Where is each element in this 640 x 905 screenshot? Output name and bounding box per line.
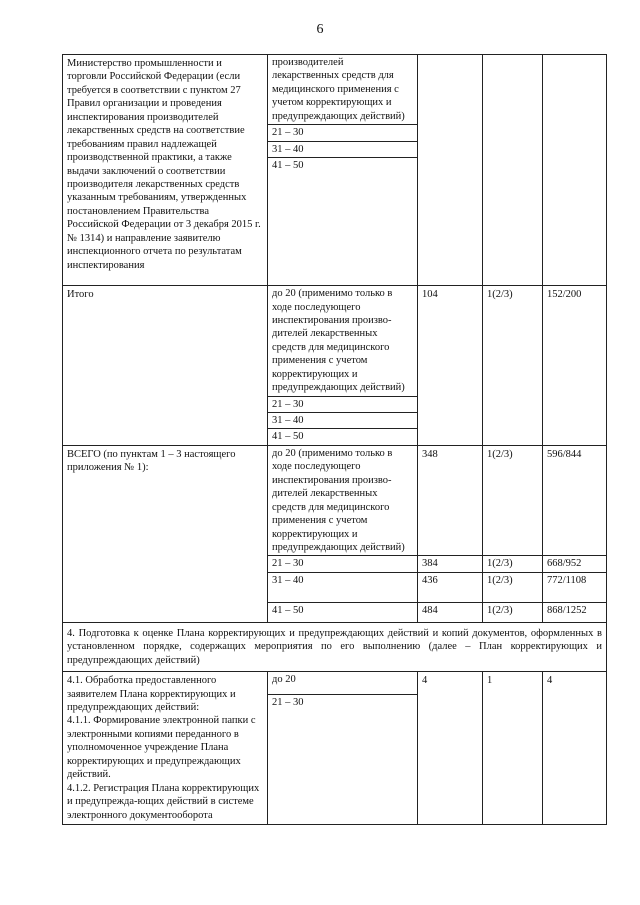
range-cell: 31 – 40 bbox=[268, 413, 418, 429]
task-paragraph: 4.1.1. Формирование электронной папки с электронными копиями переданного в уполномоченное учреждение Плана корректирующих и предупреждающих действий. bbox=[67, 715, 256, 781]
range-cell: 41 – 50 bbox=[268, 602, 418, 622]
range-cell: 41 – 50 bbox=[268, 158, 418, 286]
value-cell: 668/952 bbox=[543, 556, 607, 572]
range-cell: до 20 (применимо только в ходе последующего инспектирования произво-дителей лекарственных средств для медицинского применения с учетом корректирующих и предупреждающих действий) bbox=[268, 445, 418, 556]
value-cell: 436 bbox=[418, 572, 483, 602]
value-cell bbox=[418, 55, 483, 286]
value-cell bbox=[543, 55, 607, 286]
value-cell: 4 bbox=[418, 672, 483, 825]
value-cell: 1(2/3) bbox=[483, 445, 543, 556]
workload-table bbox=[62, 54, 607, 825]
section-heading: 4. Подготовка к оценке Плана корректирующих и предупреждающих действий и копий документов, оформленных в установленном порядке, содержащих мероприятия по его выполнению (далее – План корректирующих и предупреждающих действий) bbox=[63, 622, 607, 671]
range-cell: 21 – 30 bbox=[268, 125, 418, 141]
value-cell: 772/1108 bbox=[543, 572, 607, 602]
value-cell: 596/844 bbox=[543, 445, 607, 556]
table-row bbox=[63, 622, 607, 671]
table-row bbox=[63, 55, 607, 125]
range-cell: 31 – 40 bbox=[268, 572, 418, 602]
page-number: 6 bbox=[316, 22, 324, 37]
range-cell: 21 – 30 bbox=[268, 396, 418, 412]
range-cell: 41 – 50 bbox=[268, 429, 418, 445]
value-cell: 4 bbox=[543, 672, 607, 825]
table-row bbox=[63, 672, 607, 695]
range-cell: производителей лекарственных средств для медицинского применения с учетом корректирующих и предупреждающих действий) bbox=[268, 55, 418, 125]
value-cell: 104 bbox=[418, 286, 483, 446]
value-cell: 348 bbox=[418, 445, 483, 556]
total-label: Итого bbox=[63, 286, 268, 446]
range-cell: 21 – 30 bbox=[268, 556, 418, 572]
value-cell: 1(2/3) bbox=[483, 556, 543, 572]
task-cell bbox=[63, 672, 268, 825]
value-cell: 1(2/3) bbox=[483, 602, 543, 622]
task-paragraph: 4.1. Обработка предоставленного заявителем Плана корректирующих и предупреждающих действий: bbox=[67, 675, 236, 713]
range-cell: до 20 (применимо только в ходе последующего инспектирования произво-дителей лекарственных средств для медицинского применения с учетом корректирующих и предупреждающих действий) bbox=[268, 286, 418, 397]
table-row bbox=[63, 445, 607, 556]
value-cell: 1(2/3) bbox=[483, 572, 543, 602]
value-cell: 152/200 bbox=[543, 286, 607, 446]
value-cell: 484 bbox=[418, 602, 483, 622]
value-cell: 1 bbox=[483, 672, 543, 825]
value-cell: 1(2/3) bbox=[483, 286, 543, 446]
range-cell: до 20 bbox=[268, 672, 418, 695]
value-cell: 384 bbox=[418, 556, 483, 572]
task-cell: Министерство промышленности и торговли Российской Федерации (если требуется в соответствии с пунктом 27 Правил организации и проведения инспектирования производителей лекарственных средств на соответствие требованиям правил надлежащей производственной практики, а также выдачи заключений о соответствии производителя лекарственных средств указанным требованиям, утвержденных постановлением Правительства Российской Федерации от 3 декабря 2015 г. № 1314) и направление заявителю инспекционного отчета по результатам инспектирования bbox=[63, 55, 268, 286]
table-row bbox=[63, 286, 607, 397]
task-paragraph: 4.1.2. Регистрация Плана корректирующих и предупрежда-ющих действий в системе электронного документооборота bbox=[67, 782, 260, 821]
value-cell: 868/1252 bbox=[543, 602, 607, 622]
value-cell bbox=[483, 55, 543, 286]
range-cell: 31 – 40 bbox=[268, 141, 418, 157]
range-cell: 21 – 30 bbox=[268, 694, 418, 824]
grand-total-label: ВСЕГО (по пунктам 1 – 3 настоящего приложения № 1): bbox=[63, 445, 268, 622]
